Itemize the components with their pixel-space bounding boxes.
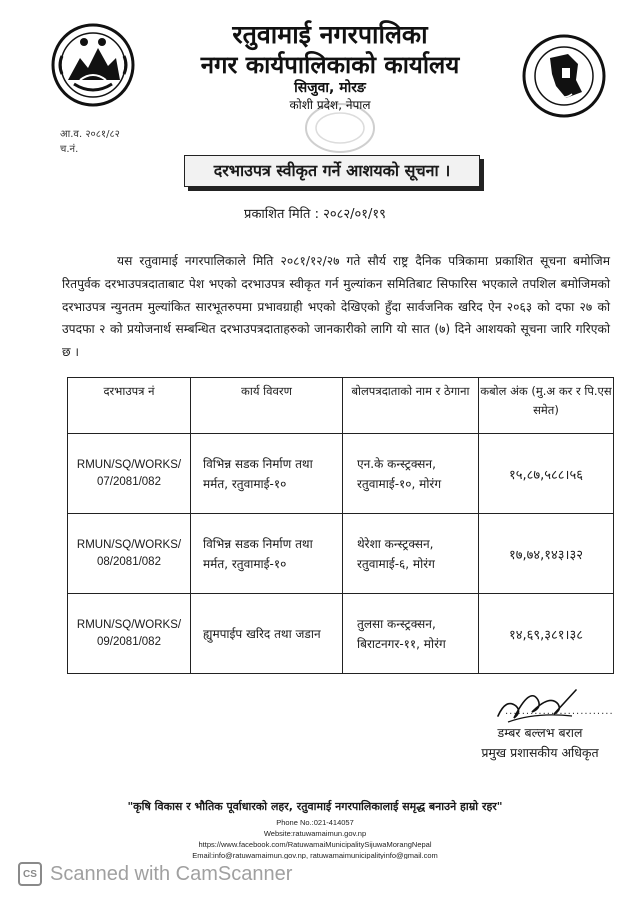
header-bid-amount: कबोल अंक (मु.अ कर र पि.एस समेत) [479, 378, 614, 434]
bidder-address: रतुवामाई-६, मोरंग [357, 556, 435, 571]
office-location: सिजुवा, मोरङ [294, 80, 366, 96]
work-description [191, 594, 343, 674]
header-bid-number: दरभाउपत्र नं [68, 378, 191, 434]
camscanner-watermark [18, 860, 292, 888]
footer-facebook: https://www.facebook.com/RatuwamaiMunicipalitySijuwaMorangNepal [198, 840, 432, 849]
bidder-name: तुलसा कन्स्ट्रक्सन, [357, 616, 436, 631]
office-name: नगर कार्यपालिकाको कार्यालय [200, 50, 460, 79]
desc-line: विभिन्न सडक निर्माण तथा [203, 536, 313, 551]
table-row [68, 594, 614, 674]
desc-line: मर्मत, रतुवामाई-१० [203, 476, 287, 491]
municipality-name: रतुवामाई नगरपालिका [232, 20, 428, 49]
bid-amount: १५,८७,५८८।५६ [479, 434, 614, 514]
signature-line: .......................... [505, 706, 614, 717]
camscanner-text: Scanned with CamScanner [50, 862, 293, 885]
bid-amount: १४,६९,३८१।३८ [479, 594, 614, 674]
camscanner-logo-icon: CS [18, 862, 42, 886]
bidder [343, 514, 479, 594]
notice-title: दरभाउपत्र स्वीकृत गर्ने आशयको सूचना । [184, 155, 480, 187]
table-header-row [68, 378, 614, 434]
header-work-description: कार्य विवरण [191, 378, 343, 434]
table-row [68, 514, 614, 594]
bid-ref: RMUN/SQ/WORKS/ 08/2081/082 [68, 514, 191, 594]
footer-slogan: "कृषि विकास र भौतिक पूर्वाधारको लहर, रतुवामाई नगरपालिकालाई समृद्ध बनाउने हाम्रो रहर" [127, 800, 503, 813]
signatory-name: डम्बर बल्लभ बराल [497, 725, 583, 740]
bidder-address: रतुवामाई-१०, मोरंग [357, 476, 442, 491]
footer-website: Website:ratuwamaimun.gov.np [263, 829, 367, 838]
dispatch-number-label: च.नं. [60, 144, 79, 155]
bidder [343, 594, 479, 674]
fiscal-year-label: आ.व. २०८१/८२ [60, 129, 120, 140]
footer-email: Email:info@ratuwamaimun.gov.np, ratuwamaimunicipalityinfo@gmail.com [192, 851, 438, 859]
bid-amount: १७,७४,१४३।३२ [479, 514, 614, 594]
bidder [343, 434, 479, 514]
signatory-title: प्रमुख प्रशासकीय अधिकृत [481, 745, 599, 760]
desc-line: विभिन्न सडक निर्माण तथा [203, 456, 313, 471]
table-row [68, 434, 614, 514]
office-province: कोशी प्रदेश, नेपाल [289, 98, 371, 112]
work-description [191, 514, 343, 594]
published-date: प्रकाशित मिति : २०८२/०१/१९ [244, 207, 386, 222]
footer-phone: Phone No.:021-414057 [276, 818, 354, 827]
work-description [191, 434, 343, 514]
bid-ref: RMUN/SQ/WORKS/ 09/2081/082 [68, 594, 191, 674]
nepal-emblem-logo [50, 22, 136, 108]
signature-mark [492, 676, 582, 726]
notice-body: यस रतुवामाई नगरपालिकाले मिति २०८१/१२/२७ गते सौर्य राष्ट्र दैनिक पत्रिकामा प्रकाशित सूचना बमोजिम रितपुर्वक दरभाउपत्रदाताबाट पेश भएको दरभाउपत्र स्वीकृत गर्न मुल्यांकन समितिबाट सिफारिस भएकाले तपशिल बमोजिमको दरभाउपत्र न्युनतम मुल्यांकित सारभूतरुपमा प्रभावग्राही भएको देखिएको हुँदा सार्वजनिक खरिद ऐन २०६३ को दफा २७ को उपदफा २ को प्रयोजनार्थ सम्बन्धित दरभाउपत्रदाताहरुको जानकारीको लागि यो सात (७) दिने आशयको सूचना जारि गरिएको छ । [62, 254, 610, 360]
bid-table [67, 377, 614, 674]
bidder-name: थेरेशा कन्स्ट्रक्सन, [357, 536, 434, 551]
header-bidder-name-address: बोलपत्रदाताको नाम र ठेगाना [343, 378, 479, 434]
desc-line: मर्मत, रतुवामाई-१० [203, 556, 287, 571]
municipality-seal-logo [522, 34, 606, 118]
bid-ref: RMUN/SQ/WORKS/ 07/2081/082 [68, 434, 191, 514]
bidder-address: बिराटनगर-११, मोरंग [357, 636, 446, 651]
bidder-name: एन.के कन्स्ट्रक्सन, [357, 456, 436, 471]
desc-line: ह्युमपाईप खरिद तथा जडान [203, 626, 321, 641]
